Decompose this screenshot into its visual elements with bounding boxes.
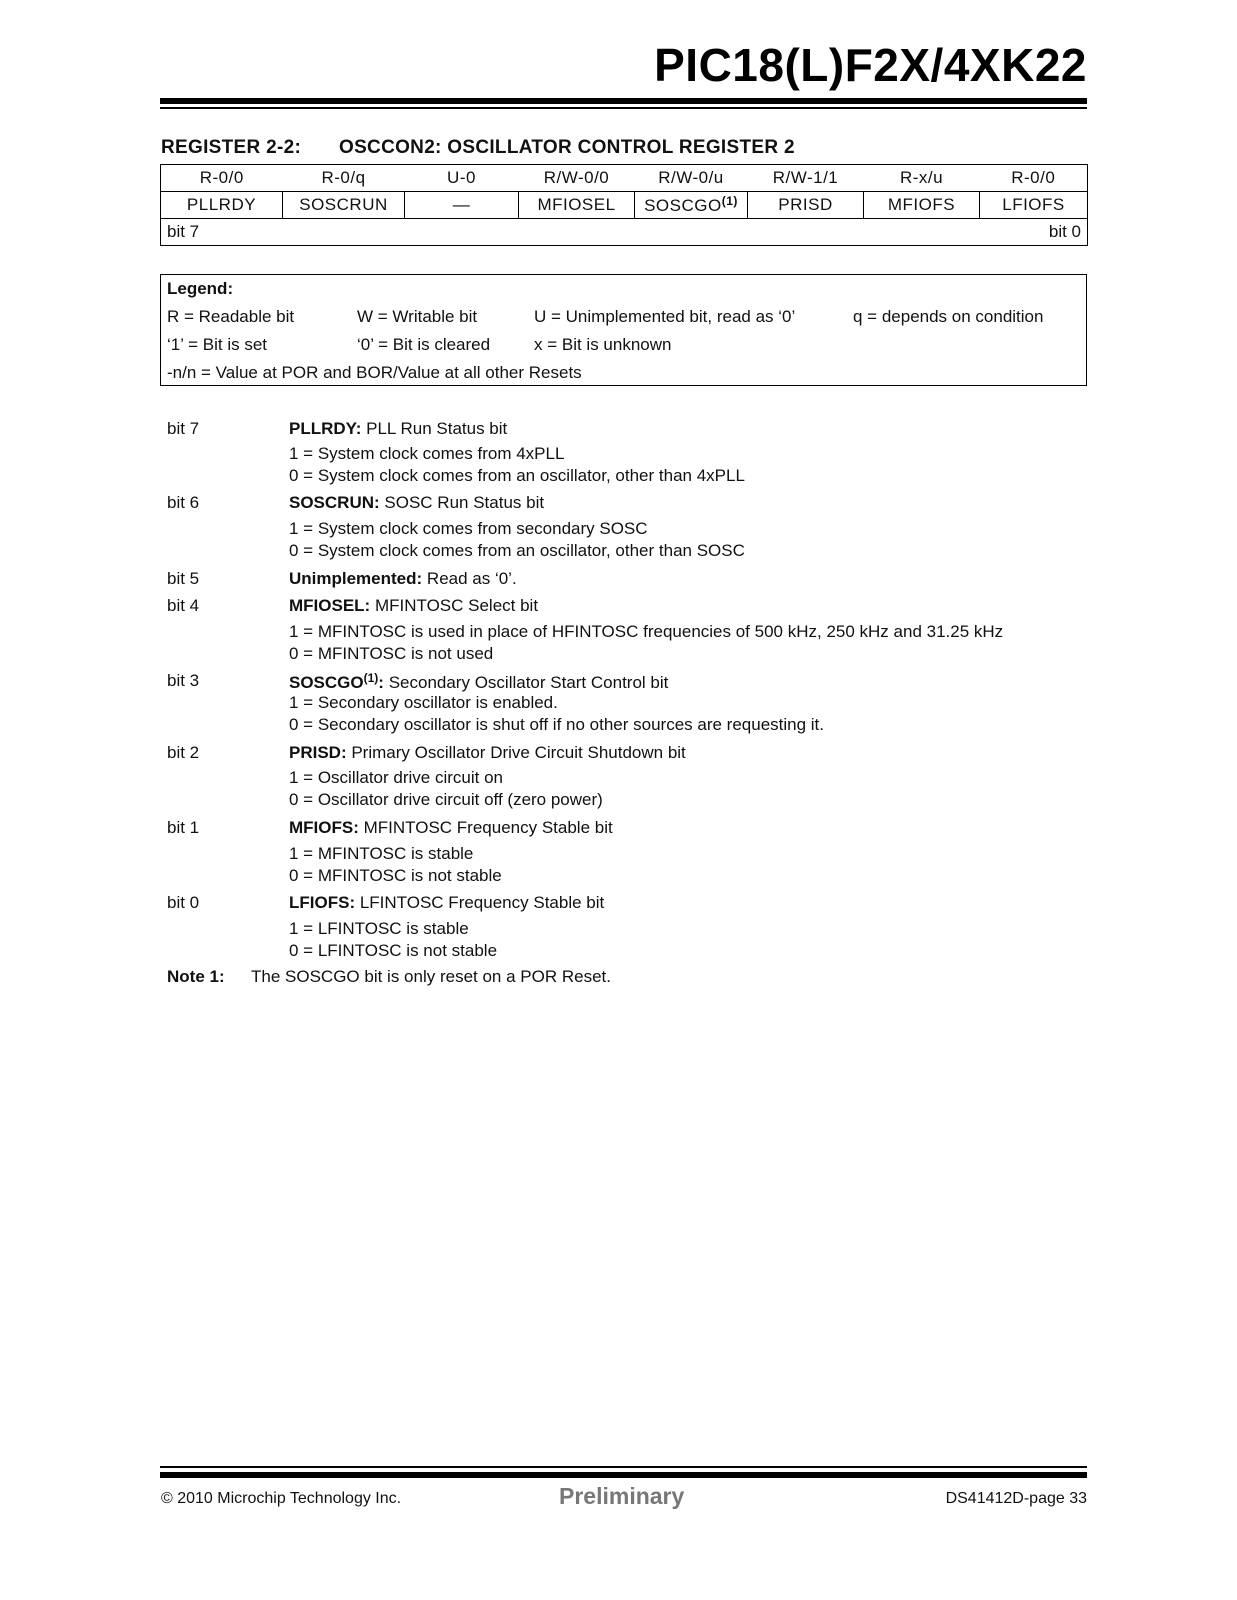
bit-title [289,419,507,439]
bit-value-line: 0 = Oscillator drive circuit off (zero power) [289,790,603,809]
footer-copyright: © 2010 Microchip Technology Inc. [161,1490,402,1507]
footer-rule-thick [160,1472,1087,1478]
access-row [161,165,1088,192]
legend-title: Legend: [167,279,234,298]
bit-label: bit 4 [167,596,200,615]
legend-item: W = Writable bit [357,307,478,326]
bit-label: bit 6 [167,493,200,512]
legend-item: ‘1’ = Bit is set [167,335,267,354]
footnote-text: The SOSCGO bit is only reset on a POR Reset. [251,967,611,986]
header-rule-thin [160,107,1087,109]
legend-item: -n/n = Value at POR and BOR/Value at all other Resets [167,363,582,382]
access-cell: U-0 [405,165,519,192]
bit-title [289,596,538,616]
bit-value-line: 0 = Secondary oscillator is shut off if no other sources are requesting it. [289,715,825,734]
access-cell: R/W-1/1 [748,165,864,192]
access-cell: R/W-0/0 [519,165,635,192]
bit-title [289,671,668,693]
access-cell: R-0/q [283,165,405,192]
bit-value-line: 1 = Secondary oscillator is enabled. [289,693,558,712]
access-cell: R-0/0 [980,165,1088,192]
bit-value-line: 1 = LFINTOSC is stable [289,919,469,938]
footer-rule-thin [160,1466,1087,1468]
bit-field-name: SOSCGO [289,673,364,692]
bit-value-line: 0 = System clock comes from an oscillator, other than SOSC [289,541,745,560]
bit-field-desc: LFINTOSC Frequency Stable bit [355,893,605,912]
access-cell: R/W-0/u [635,165,748,192]
bit-title [289,569,517,589]
bit-name-cell [635,192,748,219]
legend-item: x = Bit is unknown [534,335,672,354]
bit-label: bit 0 [167,893,200,912]
bit-label: bit 2 [167,743,200,762]
document-title: PIC18(L)F2X/4XK22 [654,39,1087,91]
bit-field-desc: Primary Oscillator Drive Circuit Shutdown bit [346,743,686,762]
bit-value-line: 1 = Oscillator drive circuit on [289,768,503,787]
bit-title [289,743,686,763]
bit-value-line: 1 = MFINTOSC is used in place of HFINTOSC frequencies of 500 kHz, 250 kHz and 31.25 kHz [289,622,1004,641]
bit-field-name: Unimplemented: [289,569,423,588]
bit-title [289,493,544,513]
register-heading [161,137,795,159]
bit-value-line: 0 = System clock comes from an oscillator, other than 4xPLL [289,466,745,485]
footnote-ref: (1) [363,671,379,685]
bit-value-line: 1 = MFINTOSC is stable [289,844,474,863]
bit-field-desc: Read as ‘0’. [422,569,517,588]
bit-field-name: PLLRDY: [289,419,362,438]
bit-value-line: 0 = MFINTOSC is not stable [289,866,502,885]
bit-value-line: 1 = System clock comes from secondary SOSC [289,519,648,538]
footnote [167,967,611,987]
bit-label: bit 1 [167,818,200,837]
bit-name-cell: PLLRDY [161,192,283,219]
register-table [160,164,1088,246]
bit-name-cell: MFIOFS [864,192,980,219]
access-cell: R-x/u [864,165,980,192]
bit-value-line: 0 = MFINTOSC is not used [289,644,494,663]
legend-item: q = depends on condition [853,307,1044,326]
legend-item: R = Readable bit [167,307,295,326]
header-rule-thick [160,98,1087,104]
bit-value-line: 1 = System clock comes from 4xPLL [289,444,565,463]
bit-name-text: SOSCGO [644,196,722,215]
footer-page-number: DS41412D-page 33 [945,1490,1087,1507]
footnote-label: Note 1: [167,967,225,986]
bit-field-name: MFIOFS: [289,818,359,837]
access-cell: R-0/0 [161,165,283,192]
bit-label: bit 5 [167,569,200,588]
bit-field-desc: MFINTOSC Frequency Stable bit [358,818,613,837]
bit-field-colon: : [378,673,384,692]
bit-label: bit 7 [167,419,200,438]
bit-field-desc: SOSC Run Status bit [379,493,545,512]
bit-field-name: LFIOFS: [289,893,356,912]
bit-order-row [161,219,1088,246]
bit-order-cell [161,219,1088,246]
register-label: REGISTER 2-2: [161,137,302,158]
msb-label: bit 7 [167,222,200,241]
bit-field-desc: Secondary Oscillator Start Control bit [383,673,669,692]
bit-value-line: 0 = LFINTOSC is not stable [289,941,498,960]
bit-title [289,818,613,838]
bit-name-cell: LFIOFS [980,192,1088,219]
bit-name-cell: SOSCRUN [283,192,405,219]
bit-field-name: PRISD: [289,743,347,762]
bit-name-cell: PRISD [748,192,864,219]
lsb-label: bit 0 [1048,222,1081,241]
bit-field-desc: MFINTOSC Select bit [370,596,539,615]
bit-field-desc: PLL Run Status bit [361,419,508,438]
legend-item: U = Unimplemented bit, read as ‘0’ [534,307,796,326]
legend-box [160,274,1087,386]
footnote-ref: (1) [721,194,738,208]
bit-name-row [161,192,1088,219]
legend-item: ‘0’ = Bit is cleared [357,335,491,354]
register-name: OSCCON2: OSCILLATOR CONTROL REGISTER 2 [339,137,795,158]
bit-field-name: MFIOSEL: [289,596,371,615]
bit-name-cell: — [405,192,519,219]
footer-status: Preliminary [559,1483,685,1509]
bit-field-name: SOSCRUN: [289,493,380,512]
bit-title [289,893,604,913]
bit-label: bit 3 [167,671,200,690]
bit-name-cell: MFIOSEL [519,192,635,219]
